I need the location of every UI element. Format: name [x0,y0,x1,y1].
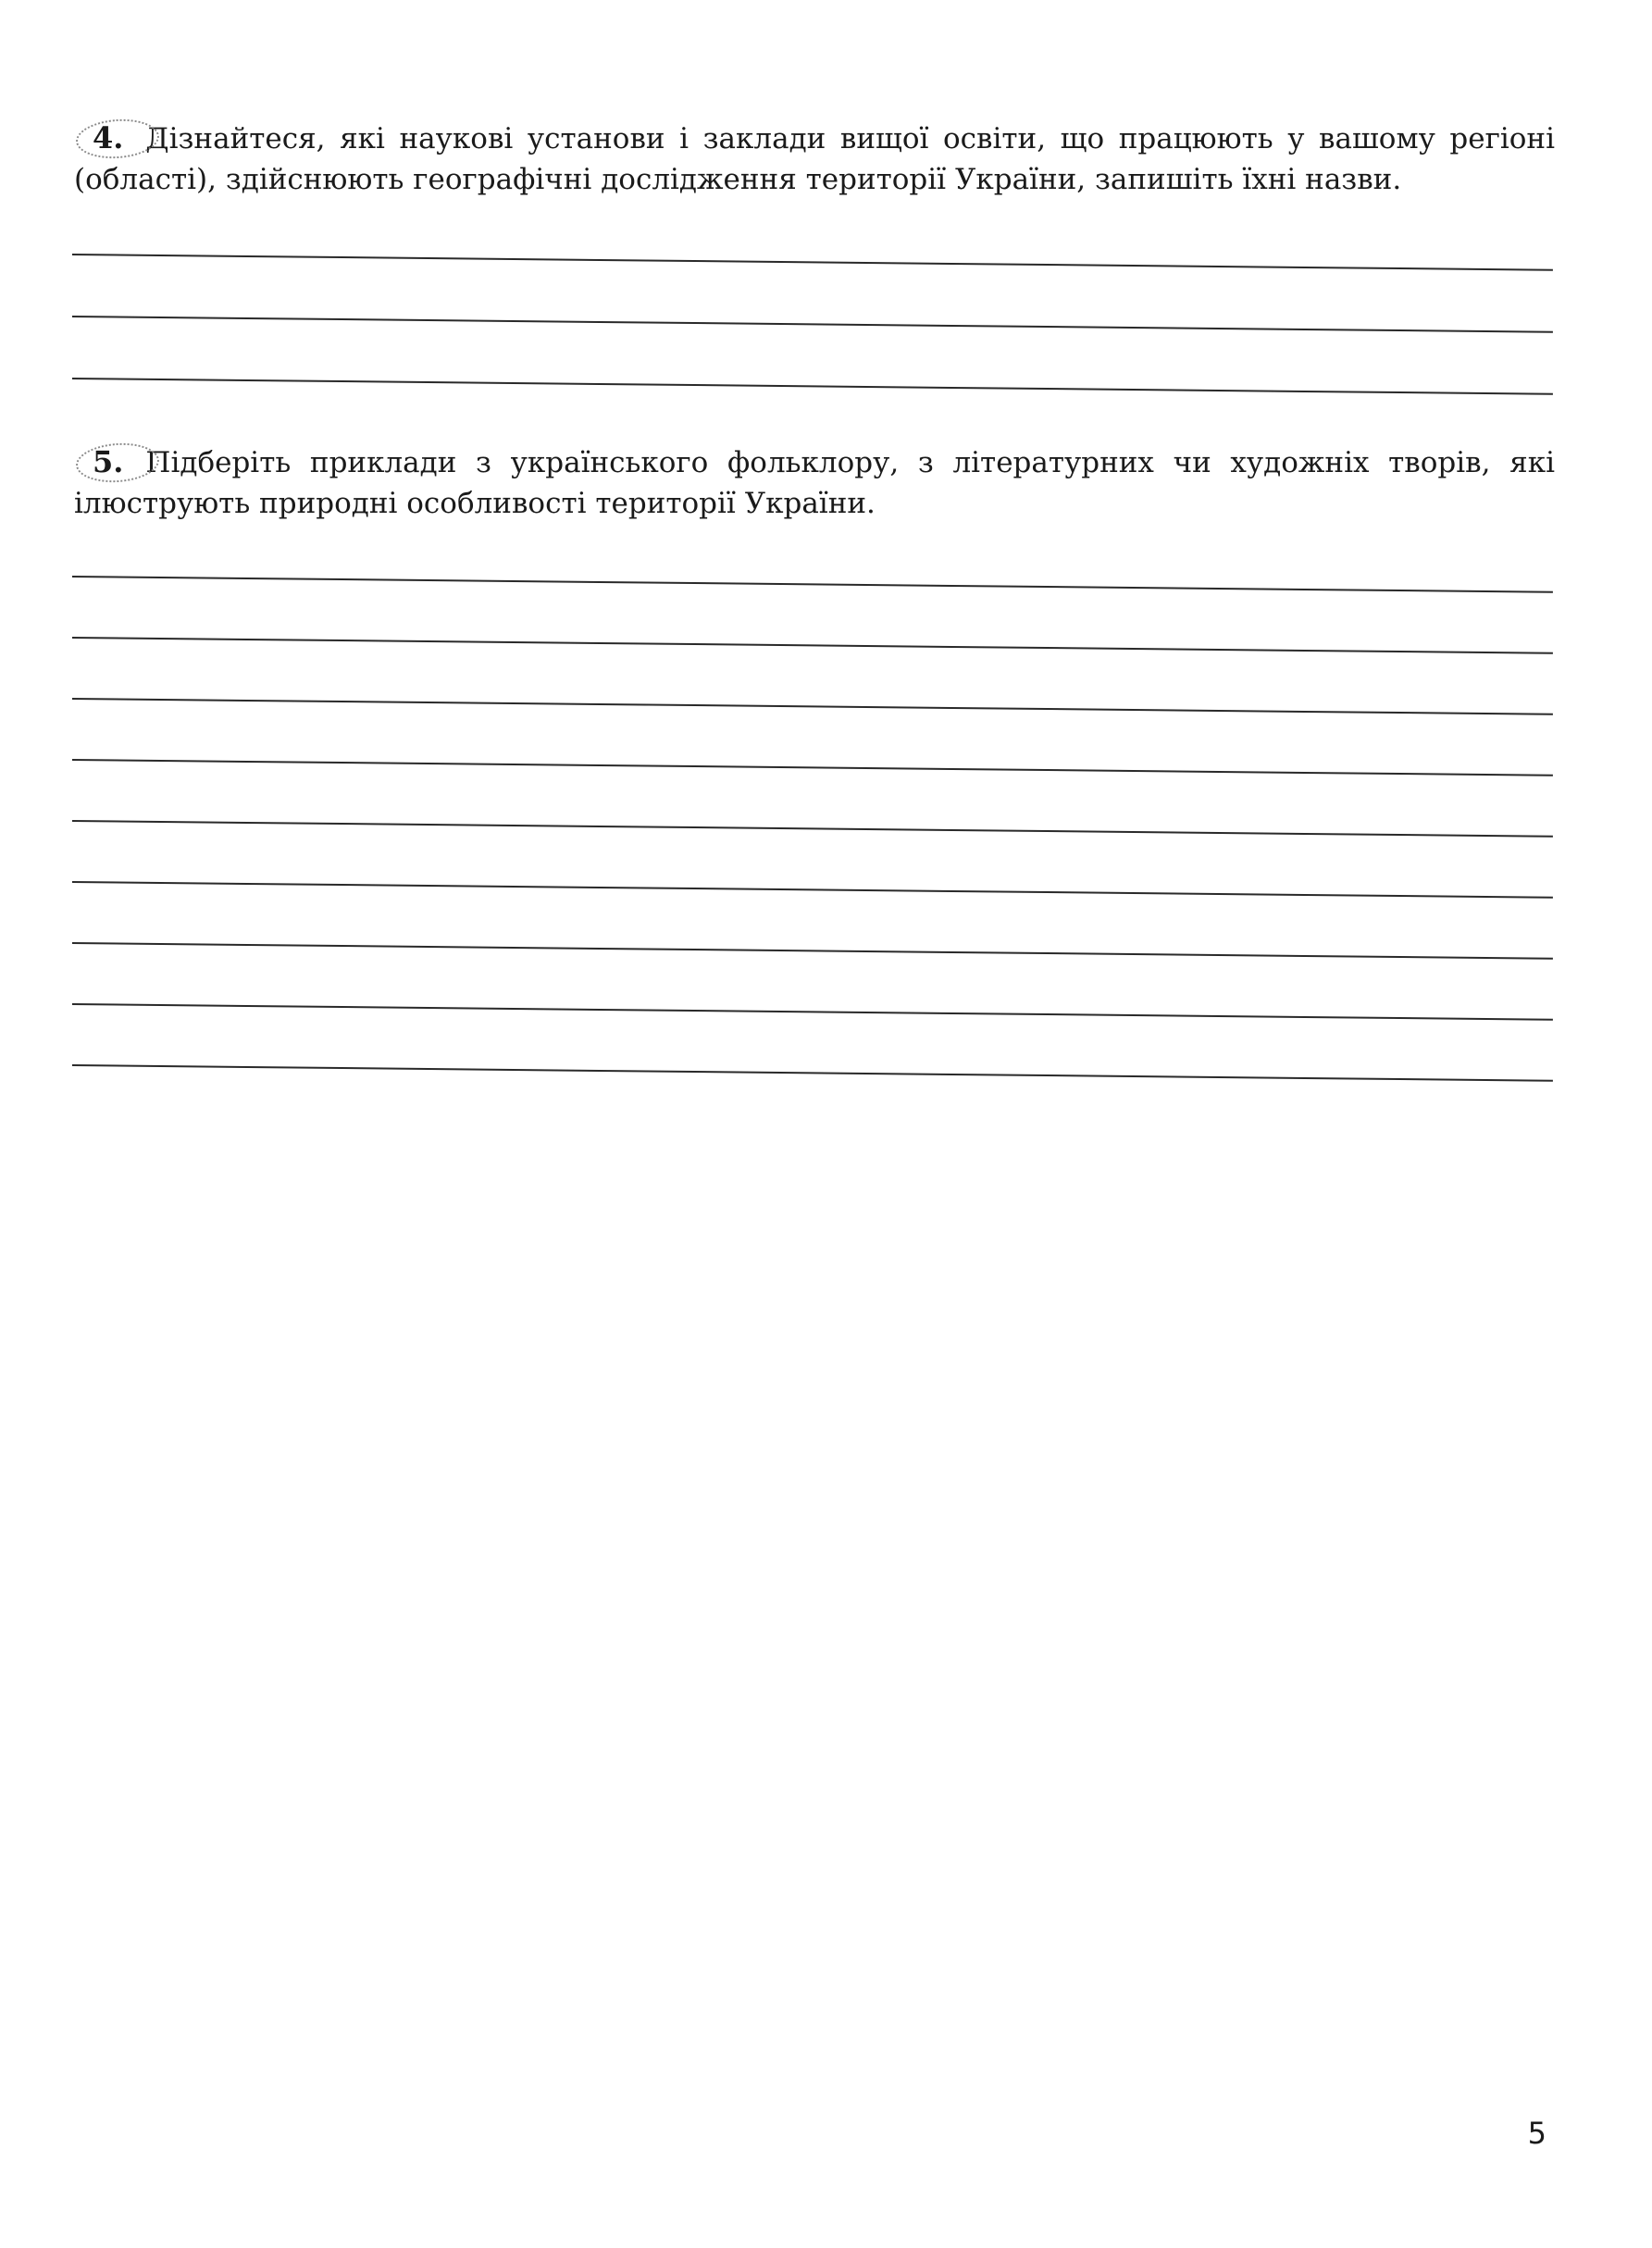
answer-line[interactable] [72,1064,1553,1082]
answer-line[interactable] [72,576,1553,593]
answer-line[interactable] [72,316,1553,333]
task-4 [74,118,1555,200]
answer-line[interactable] [72,378,1553,395]
answer-line[interactable] [72,759,1553,776]
task-4-prompt: Дізнайтеся, які наукові установи і заклади вищої освіти, що працюють у вашому регіоні (області), здійснюють географічні дослідження території України, запишіть їхні назви. [74,122,1555,196]
task-5-text-block [74,442,1555,524]
task-4-text-block [74,118,1555,200]
answer-line[interactable] [72,820,1553,838]
answer-line[interactable] [72,698,1553,715]
task-5-number: 5. [74,445,136,478]
task-5 [74,442,1555,524]
answer-line[interactable] [72,1003,1553,1021]
answer-line[interactable] [72,881,1553,899]
task-5-prompt: Підберіть приклади з українського фольклору, з літературних чи художніх творів, які ілюструють природні особливості території України. [74,446,1555,520]
answer-line[interactable] [72,254,1553,271]
task-4-number: 4. [74,121,136,155]
answer-line[interactable] [72,637,1553,654]
answer-line[interactable] [72,942,1553,960]
page-number: 5 [1527,2116,1546,2151]
